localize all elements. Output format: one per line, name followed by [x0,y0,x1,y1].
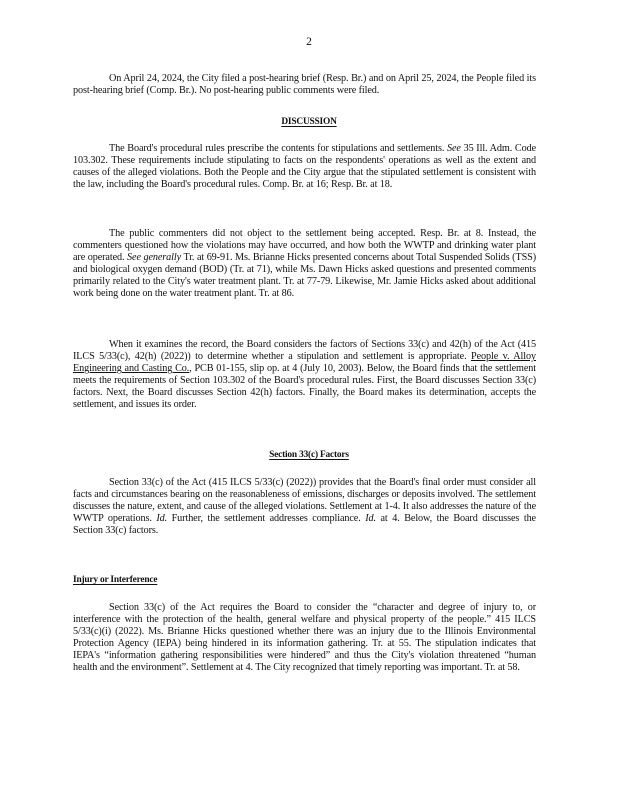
paragraph-injury-interference: Section 33(c) of the Act requires the Board to consider the “character and degree of injury to, or interference with the protection of the health, general welfare and physical property of the people.” 415 ILCS 5/33(c)(i) (2022). Ms. Brianne Hicks questioned whether there was an injury due to the Illinois Environmental Protection Agency (IEPA) being hindered in its information gathering. Tr. at 55. The stipulation indicates that IEPA's “information gathering responsibilities were hindered” and thus the City's violation threatened “human health and the environment”. Settlement at 4. The City recognized that timely reporting was important. Tr. at 58. [73,602,536,674]
paragraph-public-commenters: The public commenters did not object to the settlement being accepted. Resp. Br. at 8. Instead, the commenters questioned how the violations may have occurred, and how both the WWTP and drinking water plant are operated. See generally Tr. at 69-91. Ms. Brianne Hicks presented concerns about Total Suspended Solids (TSS) and biological oxygen demand (BOD) (Tr. at 71), while Ms. Dawn Hicks asked questions and presented comments primarily related to the City's water treatment plant. Tr. at 77-79. Likewise, Mr. Jamie Hicks asked about additional work being done on the water treatment plant. Tr. at 86. [73,228,537,300]
page-number: 2 [306,36,312,48]
paragraph-text: On April 24, 2024, the City filed a post-hearing brief (Resp. Br.) and on April 25, 2024, the People filed its post-hearing brief (Comp. Br.). No post-hearing public comments were filed. [73,73,536,97]
citation-signal: See [447,143,461,154]
citation-id: Id. [156,513,168,525]
subheading-injury-interference: Injury or Interference [73,575,158,585]
case-citation: People v. Alloy Engineering and Casting Co. [73,351,537,375]
citation-id: Id. [365,513,376,525]
paragraph-post-hearing-briefs [73,73,536,97]
heading-discussion: DISCUSSION [281,117,337,127]
paragraph-procedural-rules: The Board's procedural rules prescribe the contents for stipulations and settlements. See 35 Ill. Adm. Code 103.302. These requirements include stipulating to facts on the respondents' operations as well as the extent and causes of the alleged violations. Both the People and the City argue that the stipulated settlement is consistent with the law, including the Board's procedural rules. Comp. Br. at 16; Resp. Br. at 18. [73,143,537,191]
heading-section-33c-factors: Section 33(c) Factors [269,450,349,460]
paragraph-section-33c: Section 33(c) of the Act (415 ILCS 5/33(c) (2022)) provides that the Board's final order must consider all facts and circumstances bearing on the reasonableness of emissions, discharges or deposits involved. The settlement discusses the nature, extent, and cause of the alleged violations. Settlement at 1-4. It also addresses the nature of the WWTP operations. Id. Further, the settlement addresses compliance. Id. at 4. Below, the Board discusses the Section 33(c) factors. [73,477,536,537]
citation-signal: See generally [127,252,182,264]
paragraph-record-examination: When it examines the record, the Board considers the factors of Sections 33(c) and 42(h) of the Act (415 ILCS 5/33(c), 42(h) (2022)) to determine whether a stipulation and settlement is appropriate. People v. Alloy Engineering and Casting Co., PCB 01-155, slip op. at 4 (July 10, 2003). Below, the Board finds that the settlement meets the requirements of Section 103.302 of the Board's procedural rules. First, the Board discusses Section 33(c) factors. Next, the Board discusses Section 42(h) factors. Finally, the Board makes its determination, accepts the settlement, and issues its order. [73,339,537,411]
